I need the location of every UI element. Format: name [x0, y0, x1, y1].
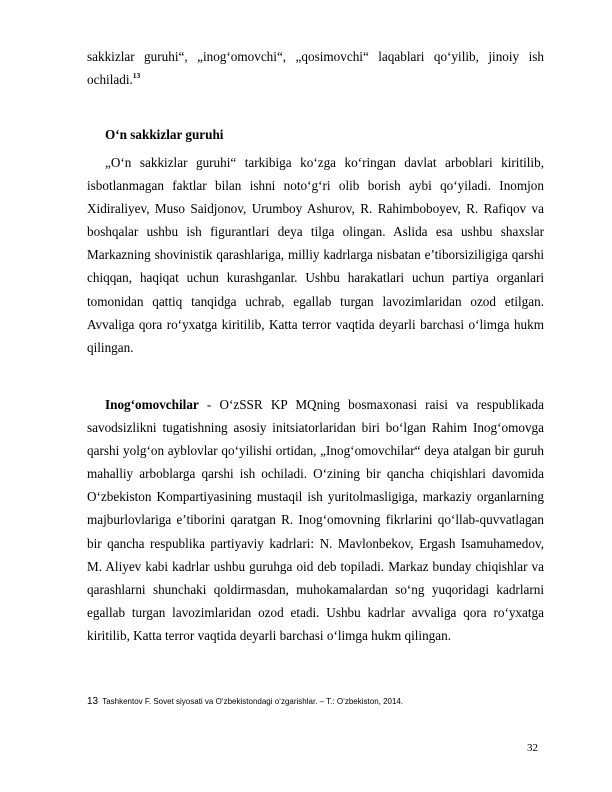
paragraph-2-text: „O‘n sakkizlar guruhi“ tarkibiga ko‘zga ko‘ringan davlat arboblari kiritilib, isbotlanmagan faktlar bilan ishni noto‘g‘ri olib borish aybi qo‘yiladi. Inomjon Xidiraliyev, Muso Saidjonov, Urumboy Ashurov, R. Rahimboboyev, R. Rafiqov va boshqalar ushbu ish figurantlari deya tilga olingan. Aslida esa ushbu shaxslar Markazning shovinistik qarashlariga, milliy kadrlarga nisbatan e’tiborsiziligiga qarshi chiqqan, haqiqat uchun kurashganlar. Ushbu harakatlari uchun partiya organlari tomonidan qattiq tanqidga uchrab, egallab turgan lavozimlaridan ozod etilgan. Avvaliga qora ro‘yxatga kiritilib, Katta terror vaqtida deyarli barchasi o‘limga hukm qilingan. — [87, 155, 544, 355]
footnote-number: 13 — [87, 696, 99, 707]
page-number: 32 — [527, 742, 538, 754]
paragraph-inogomovchilar — [87, 393, 544, 647]
term-inogomovchilar: Inog‘omovchilar — [105, 397, 199, 412]
paragraph-3-text: - O‘zSSR KP MQning bosmaxonasi raisi va respublikada savodsizlikni tugatishning asosiy initsiatorlaridan biri bo‘lgan Rahim Inog‘omovga qarshi yolg‘on ayblovlar qo‘yilishi ortidan, „Inog‘omovchilar“ deya atalgan bir guruh mahalliy arboblarga qarshi ish ochiladi. O‘zining bir qancha chiqishlari davomida O‘zbekiston Kompartiyasining mustaqil ish yuritolmasligiga, markaziy organlarning majburlovlariga e’tiborini qaratgan R. Inog‘omovning fikrlarini qo‘llab-quvvatlagan bir qancha respublika partiyaviy kadrlari: N. Mavlonbekov, Ergash Isamuhamedov, M. Aliyev kabi kadrlar ushbu guruhga oid deb topiladi. Markaz bunday chiqishlar va qarashlarni shunchaki qoldirmasdan, muhokamalardan so‘ng yuqoridagi kadrlarni egallab turgan lavozimlaridan ozod etadi. Ushbu kadrlar avvaliga qora ro‘yxatga kiritilib, Katta terror vaqtida deyarli barchasi o‘limga hukm qilingan. — [87, 397, 544, 643]
paragraph-continuation — [87, 45, 544, 91]
footnote-reference[interactable]: 13 — [132, 71, 141, 81]
paragraph-on-sakkizlar — [87, 151, 544, 359]
footnote-text: Tashkentov F. Sovet siyosati va O‘zbekistondagi o‘zgarishlar. – T.: O‘zbekiston, 2014. — [102, 697, 404, 706]
section-heading: O‘n sakkizlar guruhi — [105, 127, 224, 142]
paragraph-1-text: sakkizlar guruhi“, „inog‘omovchi“, „qosimovchi“ laqablari qo‘yilib, jinoiy ish ochiladi. — [87, 49, 544, 88]
footnote — [87, 695, 544, 709]
